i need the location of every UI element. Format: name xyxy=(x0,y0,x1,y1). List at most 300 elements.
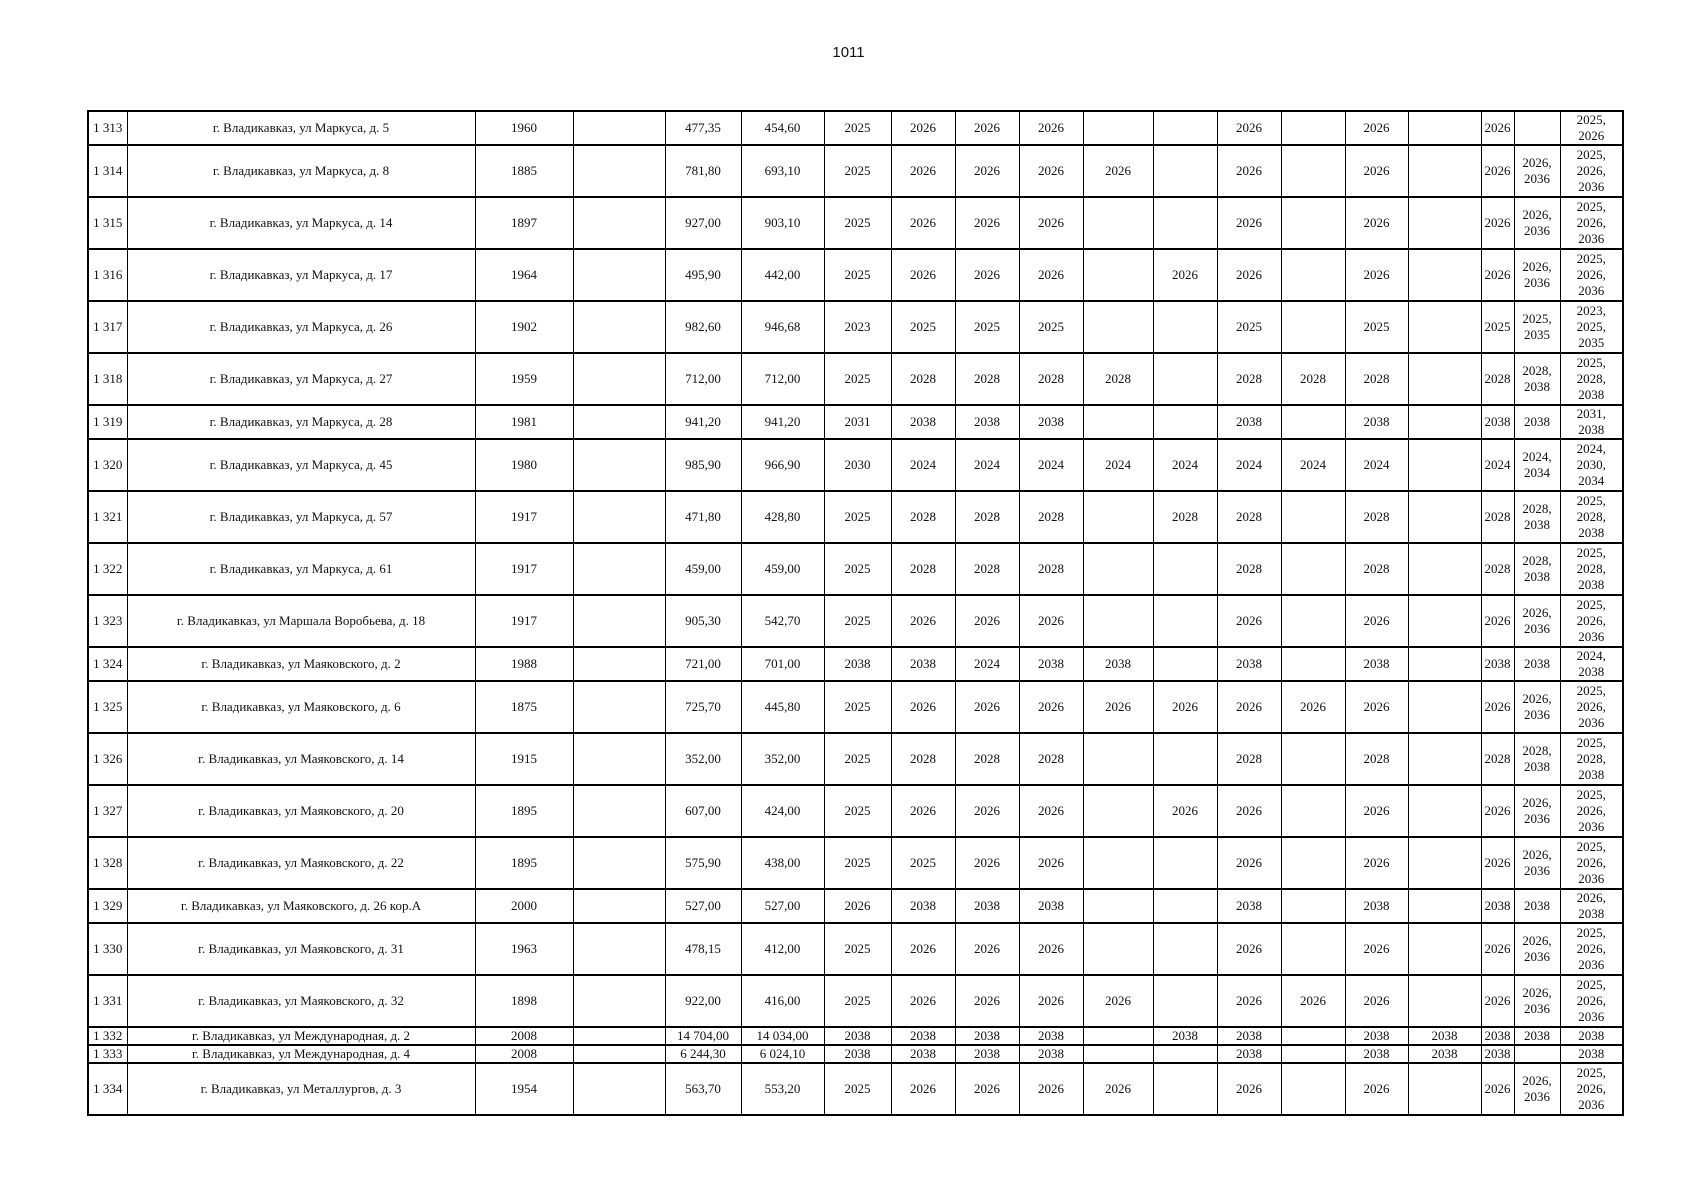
year-cell: 2026 xyxy=(1481,145,1514,197)
year-cell: 2028 xyxy=(1019,543,1083,595)
year-cell: 2031 xyxy=(824,405,891,439)
year-cell xyxy=(1153,975,1217,1027)
total-area-cell: 725,70 xyxy=(665,681,741,733)
year-cell: 2028 xyxy=(891,543,955,595)
registry-body xyxy=(88,111,1623,1115)
year-cell xyxy=(1408,111,1481,145)
year-cell: 2028 xyxy=(891,353,955,405)
year-built-cell: 2008 xyxy=(475,1027,573,1045)
year-cell: 2026 xyxy=(1153,249,1217,301)
year-cell: 2026 xyxy=(1217,681,1281,733)
year-list-cell: 2025, 2026, 2036 xyxy=(1560,785,1623,837)
row-number: 1 317 xyxy=(88,301,127,353)
row-number: 1 326 xyxy=(88,733,127,785)
year-cell xyxy=(1083,197,1153,249)
year-cell: 2026 xyxy=(955,595,1019,647)
living-area-cell: 424,00 xyxy=(741,785,824,837)
year-cell: 2026 xyxy=(1019,681,1083,733)
year-cell: 2024 xyxy=(1345,439,1408,491)
total-area-cell: 459,00 xyxy=(665,543,741,595)
year-cell xyxy=(1083,111,1153,145)
year-list-cell: 2031, 2038 xyxy=(1560,405,1623,439)
living-area-cell: 442,00 xyxy=(741,249,824,301)
year-cell: 2038 xyxy=(1019,1045,1083,1063)
year-cell: 2026 xyxy=(891,111,955,145)
row-number: 1 320 xyxy=(88,439,127,491)
year-built-cell: 1897 xyxy=(475,197,573,249)
year-built-cell: 1917 xyxy=(475,543,573,595)
living-area-cell: 412,00 xyxy=(741,923,824,975)
row-number: 1 327 xyxy=(88,785,127,837)
year-cell xyxy=(1083,785,1153,837)
year-list-cell: 2038 xyxy=(1560,1027,1623,1045)
living-area-cell: 542,70 xyxy=(741,595,824,647)
year-cell: 2028 xyxy=(1019,491,1083,543)
year-cell: 2026 xyxy=(955,249,1019,301)
blank-cell xyxy=(573,647,665,681)
year-cell: 2028 xyxy=(955,491,1019,543)
year-cell: 2025 xyxy=(824,491,891,543)
table-row xyxy=(88,249,1623,301)
year-built-cell: 1959 xyxy=(475,353,573,405)
row-number: 1 315 xyxy=(88,197,127,249)
year-cell xyxy=(1083,923,1153,975)
blank-cell xyxy=(573,785,665,837)
year-cell: 2026 xyxy=(1217,595,1281,647)
table-row xyxy=(88,837,1623,889)
year-pair-cell: 2026, 2036 xyxy=(1514,681,1560,733)
address-cell: г. Владикавказ, ул Маркуса, д. 8 xyxy=(127,145,475,197)
year-cell xyxy=(1083,301,1153,353)
year-cell: 2024 xyxy=(1281,439,1345,491)
year-cell: 2025 xyxy=(824,785,891,837)
year-pair-cell: 2038 xyxy=(1514,405,1560,439)
year-cell xyxy=(1281,889,1345,923)
year-cell: 2026 xyxy=(1345,145,1408,197)
year-cell: 2026 xyxy=(1345,785,1408,837)
living-area-cell: 553,20 xyxy=(741,1063,824,1115)
table-row xyxy=(88,301,1623,353)
blank-cell xyxy=(573,1027,665,1045)
row-number: 1 332 xyxy=(88,1027,127,1045)
year-pair-cell: 2028, 2038 xyxy=(1514,733,1560,785)
address-cell: г. Владикавказ, ул Маяковского, д. 6 xyxy=(127,681,475,733)
year-cell: 2038 xyxy=(1408,1027,1481,1045)
year-cell xyxy=(1153,923,1217,975)
living-area-cell: 712,00 xyxy=(741,353,824,405)
table-row xyxy=(88,1063,1623,1115)
year-cell xyxy=(1408,491,1481,543)
address-cell: г. Владикавказ, ул Маяковского, д. 2 xyxy=(127,647,475,681)
year-cell: 2038 xyxy=(1345,1027,1408,1045)
year-built-cell: 2000 xyxy=(475,889,573,923)
total-area-cell: 922,00 xyxy=(665,975,741,1027)
year-cell: 2026 xyxy=(891,785,955,837)
total-area-cell: 982,60 xyxy=(665,301,741,353)
table-row xyxy=(88,733,1623,785)
year-cell: 2026 xyxy=(1083,145,1153,197)
year-cell xyxy=(1408,543,1481,595)
year-cell xyxy=(1083,733,1153,785)
address-cell: г. Владикавказ, ул Маркуса, д. 28 xyxy=(127,405,475,439)
year-built-cell: 1960 xyxy=(475,111,573,145)
year-pair-cell: 2026, 2036 xyxy=(1514,785,1560,837)
year-cell: 2026 xyxy=(1481,595,1514,647)
year-cell xyxy=(1408,681,1481,733)
year-cell xyxy=(1281,301,1345,353)
address-cell: г. Владикавказ, ул Международная, д. 4 xyxy=(127,1045,475,1063)
total-area-cell: 471,80 xyxy=(665,491,741,543)
year-cell xyxy=(1281,1027,1345,1045)
year-cell: 2038 xyxy=(1481,1045,1514,1063)
year-cell: 2026 xyxy=(955,785,1019,837)
row-number: 1 330 xyxy=(88,923,127,975)
year-cell xyxy=(1153,111,1217,145)
table-row xyxy=(88,785,1623,837)
blank-cell xyxy=(573,595,665,647)
year-cell: 2038 xyxy=(1217,1045,1281,1063)
row-number: 1 314 xyxy=(88,145,127,197)
year-cell xyxy=(1083,1045,1153,1063)
year-cell: 2038 xyxy=(891,889,955,923)
year-cell: 2028 xyxy=(1217,353,1281,405)
year-cell: 2024 xyxy=(1217,439,1281,491)
year-cell xyxy=(1153,405,1217,439)
year-cell: 2038 xyxy=(1019,405,1083,439)
year-cell: 2024 xyxy=(891,439,955,491)
year-cell: 2026 xyxy=(1019,145,1083,197)
table-row xyxy=(88,405,1623,439)
year-cell: 2026 xyxy=(1217,837,1281,889)
year-cell: 2026 xyxy=(1019,1063,1083,1115)
table-row xyxy=(88,923,1623,975)
year-cell: 2024 xyxy=(955,439,1019,491)
row-number: 1 328 xyxy=(88,837,127,889)
year-cell: 2025 xyxy=(1345,301,1408,353)
address-cell: г. Владикавказ, ул Маркуса, д. 61 xyxy=(127,543,475,595)
year-built-cell: 1980 xyxy=(475,439,573,491)
table-row xyxy=(88,145,1623,197)
year-cell xyxy=(1083,543,1153,595)
year-cell: 2026 xyxy=(1019,595,1083,647)
row-number: 1 316 xyxy=(88,249,127,301)
total-area-cell: 905,30 xyxy=(665,595,741,647)
year-list-cell: 2025, 2028, 2038 xyxy=(1560,353,1623,405)
year-cell: 2025 xyxy=(824,1063,891,1115)
year-cell: 2026 xyxy=(1019,785,1083,837)
year-cell: 2026 xyxy=(1019,197,1083,249)
year-cell: 2026 xyxy=(891,681,955,733)
table-row xyxy=(88,111,1623,145)
total-area-cell: 781,80 xyxy=(665,145,741,197)
year-list-cell: 2025, 2026, 2036 xyxy=(1560,975,1623,1027)
year-cell: 2038 xyxy=(1345,1045,1408,1063)
year-cell: 2026 xyxy=(1217,145,1281,197)
year-cell: 2026 xyxy=(955,1063,1019,1115)
year-cell: 2026 xyxy=(1481,111,1514,145)
year-cell: 2025 xyxy=(824,353,891,405)
blank-cell xyxy=(573,301,665,353)
year-cell xyxy=(1153,197,1217,249)
year-built-cell: 1902 xyxy=(475,301,573,353)
year-cell: 2038 xyxy=(1481,889,1514,923)
table-row xyxy=(88,543,1623,595)
year-cell xyxy=(1281,145,1345,197)
year-cell: 2038 xyxy=(1345,889,1408,923)
year-cell: 2030 xyxy=(824,439,891,491)
year-cell: 2026 xyxy=(1217,197,1281,249)
year-cell xyxy=(1281,837,1345,889)
year-cell: 2028 xyxy=(1481,353,1514,405)
table-row xyxy=(88,1045,1623,1063)
year-cell xyxy=(1408,595,1481,647)
year-cell: 2025 xyxy=(824,681,891,733)
total-area-cell: 477,35 xyxy=(665,111,741,145)
year-pair-cell: 2028, 2038 xyxy=(1514,353,1560,405)
living-area-cell: 438,00 xyxy=(741,837,824,889)
year-cell: 2038 xyxy=(1019,889,1083,923)
living-area-cell: 352,00 xyxy=(741,733,824,785)
living-area-cell: 966,90 xyxy=(741,439,824,491)
row-number: 1 333 xyxy=(88,1045,127,1063)
year-cell: 2026 xyxy=(1217,785,1281,837)
year-built-cell: 2008 xyxy=(475,1045,573,1063)
year-cell xyxy=(1153,543,1217,595)
year-cell: 2026 xyxy=(1481,249,1514,301)
year-cell: 2026 xyxy=(1345,681,1408,733)
year-cell: 2028 xyxy=(1345,491,1408,543)
address-cell: г. Владикавказ, ул Маршала Воробьева, д. 18 xyxy=(127,595,475,647)
year-cell: 2026 xyxy=(1019,923,1083,975)
year-cell: 2024 xyxy=(1153,439,1217,491)
table-row xyxy=(88,491,1623,543)
year-cell: 2026 xyxy=(1019,111,1083,145)
total-area-cell: 563,70 xyxy=(665,1063,741,1115)
living-area-cell: 903,10 xyxy=(741,197,824,249)
total-area-cell: 6 244,30 xyxy=(665,1045,741,1063)
address-cell: г. Владикавказ, ул Металлургов, д. 3 xyxy=(127,1063,475,1115)
total-area-cell: 721,00 xyxy=(665,647,741,681)
year-cell: 2024 xyxy=(1083,439,1153,491)
blank-cell xyxy=(573,405,665,439)
year-pair-cell: 2026, 2036 xyxy=(1514,145,1560,197)
year-cell: 2028 xyxy=(955,733,1019,785)
year-cell xyxy=(1281,785,1345,837)
year-list-cell: 2025, 2026, 2036 xyxy=(1560,681,1623,733)
year-cell: 2028 xyxy=(1153,491,1217,543)
year-cell: 2038 xyxy=(824,1045,891,1063)
living-area-cell: 527,00 xyxy=(741,889,824,923)
table-row xyxy=(88,647,1623,681)
year-cell: 2026 xyxy=(891,923,955,975)
year-cell: 2026 xyxy=(891,249,955,301)
blank-cell xyxy=(573,249,665,301)
blank-cell xyxy=(573,111,665,145)
year-cell: 2038 xyxy=(1019,647,1083,681)
year-cell xyxy=(1083,837,1153,889)
address-cell: г. Владикавказ, ул Маркуса, д. 57 xyxy=(127,491,475,543)
year-cell xyxy=(1281,647,1345,681)
year-cell: 2028 xyxy=(891,733,955,785)
year-cell: 2038 xyxy=(955,1027,1019,1045)
year-cell: 2038 xyxy=(1217,647,1281,681)
blank-cell xyxy=(573,681,665,733)
blank-cell xyxy=(573,975,665,1027)
year-cell: 2038 xyxy=(824,1027,891,1045)
year-cell xyxy=(1153,353,1217,405)
year-cell: 2038 xyxy=(955,405,1019,439)
year-pair-cell: 2038 xyxy=(1514,889,1560,923)
year-cell: 2026 xyxy=(955,923,1019,975)
living-area-cell: 459,00 xyxy=(741,543,824,595)
year-cell: 2038 xyxy=(955,889,1019,923)
year-cell: 2028 xyxy=(1083,353,1153,405)
total-area-cell: 607,00 xyxy=(665,785,741,837)
year-cell: 2038 xyxy=(891,1045,955,1063)
year-cell xyxy=(1408,647,1481,681)
year-built-cell: 1898 xyxy=(475,975,573,1027)
year-cell xyxy=(1153,647,1217,681)
year-cell: 2025 xyxy=(824,923,891,975)
year-built-cell: 1988 xyxy=(475,647,573,681)
year-cell xyxy=(1281,1045,1345,1063)
row-number: 1 321 xyxy=(88,491,127,543)
year-cell: 2028 xyxy=(1345,353,1408,405)
year-cell: 2038 xyxy=(1345,647,1408,681)
year-pair-cell: 2038 xyxy=(1514,1027,1560,1045)
blank-cell xyxy=(573,733,665,785)
year-cell xyxy=(1408,439,1481,491)
year-pair-cell: 2024, 2034 xyxy=(1514,439,1560,491)
year-list-cell: 2024, 2038 xyxy=(1560,647,1623,681)
year-cell: 2026 xyxy=(1217,1063,1281,1115)
year-cell: 2026 xyxy=(891,145,955,197)
year-cell xyxy=(1281,543,1345,595)
year-cell: 2028 xyxy=(1217,491,1281,543)
year-cell: 2028 xyxy=(1217,733,1281,785)
year-cell: 2026 xyxy=(955,975,1019,1027)
year-pair-cell: 2026, 2036 xyxy=(1514,197,1560,249)
address-cell: г. Владикавказ, ул Маяковского, д. 22 xyxy=(127,837,475,889)
row-number: 1 319 xyxy=(88,405,127,439)
year-cell: 2026 xyxy=(955,111,1019,145)
table-row xyxy=(88,1027,1623,1045)
row-number: 1 331 xyxy=(88,975,127,1027)
year-cell: 2038 xyxy=(824,647,891,681)
housing-registry-table xyxy=(87,110,1624,1116)
year-cell: 2026 xyxy=(1019,249,1083,301)
blank-cell xyxy=(573,837,665,889)
year-cell: 2026 xyxy=(1345,837,1408,889)
year-cell: 2038 xyxy=(1408,1045,1481,1063)
year-cell xyxy=(1408,975,1481,1027)
year-pair-cell: 2028, 2038 xyxy=(1514,543,1560,595)
living-area-cell: 693,10 xyxy=(741,145,824,197)
year-list-cell: 2025, 2026, 2036 xyxy=(1560,923,1623,975)
year-pair-cell: 2038 xyxy=(1514,647,1560,681)
year-pair-cell: 2026, 2036 xyxy=(1514,837,1560,889)
year-list-cell: 2038 xyxy=(1560,1045,1623,1063)
row-number: 1 322 xyxy=(88,543,127,595)
year-cell xyxy=(1281,405,1345,439)
year-cell: 2038 xyxy=(1083,647,1153,681)
year-list-cell: 2025, 2028, 2038 xyxy=(1560,733,1623,785)
year-cell: 2025 xyxy=(955,301,1019,353)
table-row xyxy=(88,197,1623,249)
year-built-cell: 1895 xyxy=(475,837,573,889)
year-cell: 2038 xyxy=(1481,647,1514,681)
year-cell: 2025 xyxy=(824,197,891,249)
address-cell: г. Владикавказ, ул Маркуса, д. 5 xyxy=(127,111,475,145)
blank-cell xyxy=(573,353,665,405)
year-cell: 2038 xyxy=(1217,405,1281,439)
address-cell: г. Владикавказ, ул Маркуса, д. 14 xyxy=(127,197,475,249)
year-cell: 2026 xyxy=(1153,681,1217,733)
year-cell: 2026 xyxy=(1083,1063,1153,1115)
table-row xyxy=(88,595,1623,647)
blank-cell xyxy=(573,543,665,595)
year-cell: 2028 xyxy=(1481,733,1514,785)
year-list-cell: 2025, 2026 xyxy=(1560,111,1623,145)
row-number: 1 334 xyxy=(88,1063,127,1115)
blank-cell xyxy=(573,1045,665,1063)
year-cell xyxy=(1408,923,1481,975)
year-list-cell: 2025, 2026, 2036 xyxy=(1560,145,1623,197)
year-cell: 2028 xyxy=(1217,543,1281,595)
year-list-cell: 2025, 2026, 2036 xyxy=(1560,197,1623,249)
total-area-cell: 352,00 xyxy=(665,733,741,785)
living-area-cell: 416,00 xyxy=(741,975,824,1027)
year-cell xyxy=(1408,785,1481,837)
year-built-cell: 1895 xyxy=(475,785,573,837)
table-row xyxy=(88,975,1623,1027)
year-cell xyxy=(1281,249,1345,301)
year-cell xyxy=(1153,595,1217,647)
total-area-cell: 14 704,00 xyxy=(665,1027,741,1045)
year-list-cell: 2025, 2026, 2036 xyxy=(1560,837,1623,889)
year-pair-cell: 2026, 2036 xyxy=(1514,923,1560,975)
year-cell: 2026 xyxy=(1083,681,1153,733)
total-area-cell: 495,90 xyxy=(665,249,741,301)
living-area-cell: 701,00 xyxy=(741,647,824,681)
year-cell: 2026 xyxy=(1481,837,1514,889)
year-cell: 2025 xyxy=(824,595,891,647)
year-built-cell: 1915 xyxy=(475,733,573,785)
address-cell: г. Владикавказ, ул Маяковского, д. 14 xyxy=(127,733,475,785)
year-cell: 2026 xyxy=(824,889,891,923)
total-area-cell: 575,90 xyxy=(665,837,741,889)
year-cell xyxy=(1083,595,1153,647)
year-cell: 2028 xyxy=(1481,543,1514,595)
year-cell: 2025 xyxy=(824,975,891,1027)
year-cell: 2038 xyxy=(1481,405,1514,439)
year-cell: 2025 xyxy=(1217,301,1281,353)
year-cell: 2026 xyxy=(955,837,1019,889)
row-number: 1 313 xyxy=(88,111,127,145)
year-cell: 2026 xyxy=(1019,975,1083,1027)
year-cell: 2038 xyxy=(1217,889,1281,923)
year-cell xyxy=(1281,197,1345,249)
year-cell: 2026 xyxy=(1345,1063,1408,1115)
year-cell: 2025 xyxy=(824,733,891,785)
year-list-cell: 2025, 2028, 2038 xyxy=(1560,491,1623,543)
year-cell xyxy=(1083,491,1153,543)
year-cell: 2026 xyxy=(891,1063,955,1115)
row-number: 1 318 xyxy=(88,353,127,405)
year-pair-cell: 2028, 2038 xyxy=(1514,491,1560,543)
living-area-cell: 428,80 xyxy=(741,491,824,543)
year-cell: 2025 xyxy=(1481,301,1514,353)
